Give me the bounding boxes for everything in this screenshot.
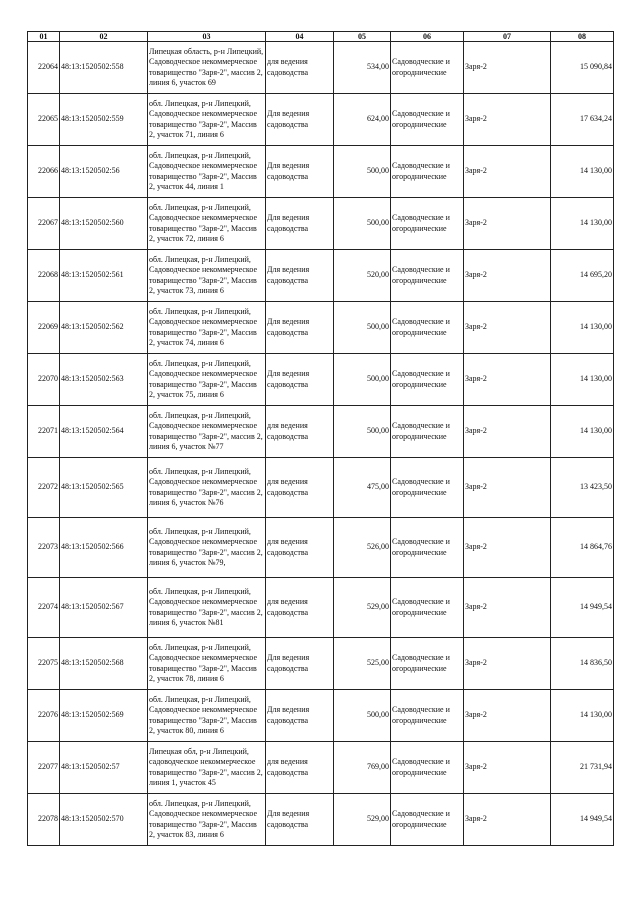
- category-cell: Садоводческие и огороднические: [391, 198, 464, 250]
- cadastral-number-cell: 48:13:1520502:56: [60, 146, 148, 198]
- cadastral-value-cell: 14 864,76: [551, 518, 614, 578]
- row-id-cell: 22065: [28, 94, 60, 146]
- permitted-use-cell: Для ведения садоводства: [266, 146, 334, 198]
- header-cell-03: 03: [148, 32, 266, 42]
- row-id-cell: 22067: [28, 198, 60, 250]
- cadastral-number-cell: 48:13:1520502:569: [60, 690, 148, 742]
- cadastral-number-cell: 48:13:1520502:57: [60, 742, 148, 794]
- address-cell: [148, 94, 266, 146]
- table-row: [28, 458, 614, 518]
- row-id-cell: 22076: [28, 690, 60, 742]
- permitted-use-cell: для ведения садоводства: [266, 458, 334, 518]
- cadastral-value-cell: 14 130,00: [551, 690, 614, 742]
- category-cell: Садоводческие и огороднические: [391, 354, 464, 406]
- header-cell-06: 06: [391, 32, 464, 42]
- cadastral-value-cell: 21 731,94: [551, 742, 614, 794]
- permitted-use-cell: Для ведения садоводства: [266, 94, 334, 146]
- table-row: [28, 578, 614, 638]
- cadastral-value-cell: 14 949,54: [551, 794, 614, 846]
- cadastral-value-cell: 13 423,50: [551, 458, 614, 518]
- table-row: [28, 42, 614, 94]
- address-text: обл. Липецкая, р-н Липецкий, Садоводческое некоммерческое товарищество "Заря-2", Массив 2, участок 78, линия 6: [149, 643, 258, 683]
- partnership-name-cell: Заря-2: [464, 354, 551, 406]
- permitted-use-cell: Для ведения садоводства: [266, 302, 334, 354]
- row-id-cell: 22064: [28, 42, 60, 94]
- row-id-cell: 22070: [28, 354, 60, 406]
- address-text: Липецкая обл, р-н Липецкий, садоводческое некоммерческое товарищество "Заря-2", массив 2, линия 1, участок 45: [149, 747, 263, 787]
- address-text: обл. Липецкая, р-н Липецкий, Садоводческое некоммерческое товарищество "Заря-2", Массив 2, участок 75, линия 6: [149, 359, 258, 399]
- cadastral-number-cell: 48:13:1520502:567: [60, 578, 148, 638]
- table-row: [28, 742, 614, 794]
- permitted-use-cell: для ведения садоводства: [266, 578, 334, 638]
- category-cell: Садоводческие и огороднические: [391, 250, 464, 302]
- cadastral-value-cell: 14 949,54: [551, 578, 614, 638]
- partnership-name-cell: Заря-2: [464, 250, 551, 302]
- land-registry-sheet: [27, 31, 614, 846]
- table-row: [28, 406, 614, 458]
- cadastral-value-cell: 15 090,84: [551, 42, 614, 94]
- category-cell: Садоводческие и огороднические: [391, 146, 464, 198]
- cadastral-value-cell: 14 695,20: [551, 250, 614, 302]
- permitted-use-cell: Для ведения садоводства: [266, 354, 334, 406]
- permitted-use-cell: Для ведения садоводства: [266, 198, 334, 250]
- address-text: Липецкая область, р-н Липецкий, Садоводческое некоммерческое товарищество "Заря-2", массив 2, линия 6, участок 69: [149, 47, 264, 87]
- permitted-use-cell: для ведения садоводства: [266, 406, 334, 458]
- cadastral-value-cell: 14 130,00: [551, 146, 614, 198]
- land-registry-table: [27, 31, 614, 846]
- address-cell: [148, 578, 266, 638]
- category-cell: Садоводческие и огороднические: [391, 518, 464, 578]
- category-cell: Садоводческие и огороднические: [391, 42, 464, 94]
- address-cell: [148, 302, 266, 354]
- row-id-cell: 22077: [28, 742, 60, 794]
- table-row: [28, 638, 614, 690]
- area-cell: 500,00: [334, 302, 391, 354]
- partnership-name-cell: Заря-2: [464, 42, 551, 94]
- address-text: обл. Липецкая, р-н Липецкий, Садоводческое некоммерческое товарищество "Заря-2", массив 2, линия 6, участок №79,: [149, 527, 263, 567]
- address-text: обл. Липецкая, р-н Липецкий, Садоводческое некоммерческое товарищество "Заря-2", Массив 2, участок 44, линия 1: [149, 151, 258, 191]
- category-cell: Садоводческие и огороднические: [391, 794, 464, 846]
- address-cell: [148, 42, 266, 94]
- address-cell: [148, 250, 266, 302]
- row-id-cell: 22074: [28, 578, 60, 638]
- area-cell: 500,00: [334, 198, 391, 250]
- category-cell: Садоводческие и огороднические: [391, 638, 464, 690]
- cadastral-value-cell: 14 130,00: [551, 198, 614, 250]
- category-cell: Садоводческие и огороднические: [391, 690, 464, 742]
- cadastral-value-cell: 14 130,00: [551, 302, 614, 354]
- address-cell: [148, 742, 266, 794]
- row-id-cell: 22068: [28, 250, 60, 302]
- area-cell: 769,00: [334, 742, 391, 794]
- table-row: [28, 302, 614, 354]
- cadastral-number-cell: 48:13:1520502:568: [60, 638, 148, 690]
- permitted-use-cell: Для ведения садоводства: [266, 794, 334, 846]
- area-cell: 500,00: [334, 406, 391, 458]
- cadastral-value-cell: 17 634,24: [551, 94, 614, 146]
- area-cell: 624,00: [334, 94, 391, 146]
- address-cell: [148, 458, 266, 518]
- header-cell-02: 02: [60, 32, 148, 42]
- table-row: [28, 250, 614, 302]
- address-cell: [148, 198, 266, 250]
- area-cell: 500,00: [334, 690, 391, 742]
- area-cell: 520,00: [334, 250, 391, 302]
- table-row: [28, 94, 614, 146]
- cadastral-number-cell: 48:13:1520502:559: [60, 94, 148, 146]
- row-id-cell: 22072: [28, 458, 60, 518]
- partnership-name-cell: Заря-2: [464, 94, 551, 146]
- partnership-name-cell: Заря-2: [464, 742, 551, 794]
- area-cell: 525,00: [334, 638, 391, 690]
- area-cell: 534,00: [334, 42, 391, 94]
- cadastral-number-cell: 48:13:1520502:570: [60, 794, 148, 846]
- table-row: [28, 198, 614, 250]
- permitted-use-cell: Для ведения садоводства: [266, 250, 334, 302]
- row-id-cell: 22078: [28, 794, 60, 846]
- category-cell: Садоводческие и огороднические: [391, 302, 464, 354]
- area-cell: 529,00: [334, 578, 391, 638]
- cadastral-number-cell: 48:13:1520502:565: [60, 458, 148, 518]
- table-row: [28, 146, 614, 198]
- category-cell: Садоводческие и огороднические: [391, 406, 464, 458]
- category-cell: Садоводческие и огороднические: [391, 742, 464, 794]
- address-text: обл. Липецкая, р-н Липецкий, Садоводческое некоммерческое товарищество "Заря-2", Массив 2, участок 71, линия 6: [149, 99, 258, 139]
- partnership-name-cell: Заря-2: [464, 302, 551, 354]
- address-text: обл. Липецкая, р-н Липецкий, Садоводческое некоммерческое товарищество "Заря-2", Массив 2, участок 72, линия 6: [149, 203, 258, 243]
- header-cell-08: 08: [551, 32, 614, 42]
- address-text: обл. Липецкая, р-н Липецкий, Садоводческое некоммерческое товарищество "Заря-2", массив 2, линия 6, участок №77: [149, 411, 263, 451]
- row-id-cell: 22069: [28, 302, 60, 354]
- header-cell-07: 07: [464, 32, 551, 42]
- partnership-name-cell: Заря-2: [464, 794, 551, 846]
- partnership-name-cell: Заря-2: [464, 406, 551, 458]
- header-cell-04: 04: [266, 32, 334, 42]
- address-cell: [148, 406, 266, 458]
- address-cell: [148, 518, 266, 578]
- area-cell: 500,00: [334, 354, 391, 406]
- cadastral-number-cell: 48:13:1520502:566: [60, 518, 148, 578]
- address-cell: [148, 354, 266, 406]
- partnership-name-cell: Заря-2: [464, 146, 551, 198]
- area-cell: 529,00: [334, 794, 391, 846]
- address-text: обл. Липецкая, р-н Липецкий, Садоводческое некоммерческое товарищество "Заря-2", Массив 2, участок 80, линия 6: [149, 695, 258, 735]
- row-id-cell: 22071: [28, 406, 60, 458]
- partnership-name-cell: Заря-2: [464, 198, 551, 250]
- area-cell: 526,00: [334, 518, 391, 578]
- header-row: [28, 32, 614, 42]
- permitted-use-cell: для ведения садоводства: [266, 518, 334, 578]
- permitted-use-cell: для ведения садоводства: [266, 42, 334, 94]
- header-cell-01: 01: [28, 32, 60, 42]
- address-text: обл. Липецкая, р-н Липецкий, Садоводческое некоммерческое товарищество "Заря-2", массив 2, линия 6, участок №76: [149, 467, 263, 507]
- cadastral-number-cell: 48:13:1520502:558: [60, 42, 148, 94]
- permitted-use-cell: для ведения садоводства: [266, 742, 334, 794]
- address-cell: [148, 690, 266, 742]
- table-row: [28, 794, 614, 846]
- cadastral-value-cell: 14 836,50: [551, 638, 614, 690]
- category-cell: Садоводческие и огороднические: [391, 94, 464, 146]
- header-cell-05: 05: [334, 32, 391, 42]
- row-id-cell: 22073: [28, 518, 60, 578]
- cadastral-number-cell: 48:13:1520502:564: [60, 406, 148, 458]
- partnership-name-cell: Заря-2: [464, 578, 551, 638]
- address-text: обл. Липецкая, р-н Липецкий, Садоводческое некоммерческое товарищество "Заря-2", Массив 2, участок 83, линия 6: [149, 799, 258, 839]
- partnership-name-cell: Заря-2: [464, 458, 551, 518]
- partnership-name-cell: Заря-2: [464, 690, 551, 742]
- table-row: [28, 354, 614, 406]
- cadastral-value-cell: 14 130,00: [551, 406, 614, 458]
- row-id-cell: 22075: [28, 638, 60, 690]
- address-text: обл. Липецкая, р-н Липецкий, Садоводческое некоммерческое товарищество "Заря-2", массив 2, линия 6, участок №81: [149, 587, 263, 627]
- partnership-name-cell: Заря-2: [464, 518, 551, 578]
- category-cell: Садоводческие и огороднические: [391, 458, 464, 518]
- area-cell: 475,00: [334, 458, 391, 518]
- row-id-cell: 22066: [28, 146, 60, 198]
- table-row: [28, 690, 614, 742]
- permitted-use-cell: Для ведения садоводства: [266, 690, 334, 742]
- partnership-name-cell: Заря-2: [464, 638, 551, 690]
- cadastral-number-cell: 48:13:1520502:563: [60, 354, 148, 406]
- address-cell: [148, 794, 266, 846]
- category-cell: Садоводческие и огороднические: [391, 578, 464, 638]
- permitted-use-cell: Для ведения садоводства: [266, 638, 334, 690]
- cadastral-number-cell: 48:13:1520502:560: [60, 198, 148, 250]
- address-cell: [148, 146, 266, 198]
- area-cell: 500,00: [334, 146, 391, 198]
- address-text: обл. Липецкая, р-н Липецкий, Садоводческое некоммерческое товарищество "Заря-2", Массив 2, участок 74, линия 6: [149, 307, 258, 347]
- cadastral-number-cell: 48:13:1520502:561: [60, 250, 148, 302]
- address-cell: [148, 638, 266, 690]
- table-row: [28, 518, 614, 578]
- cadastral-number-cell: 48:13:1520502:562: [60, 302, 148, 354]
- cadastral-value-cell: 14 130,00: [551, 354, 614, 406]
- address-text: обл. Липецкая, р-н Липецкий, Садоводческое некоммерческое товарищество "Заря-2", Массив 2, участок 73, линия 6: [149, 255, 258, 295]
